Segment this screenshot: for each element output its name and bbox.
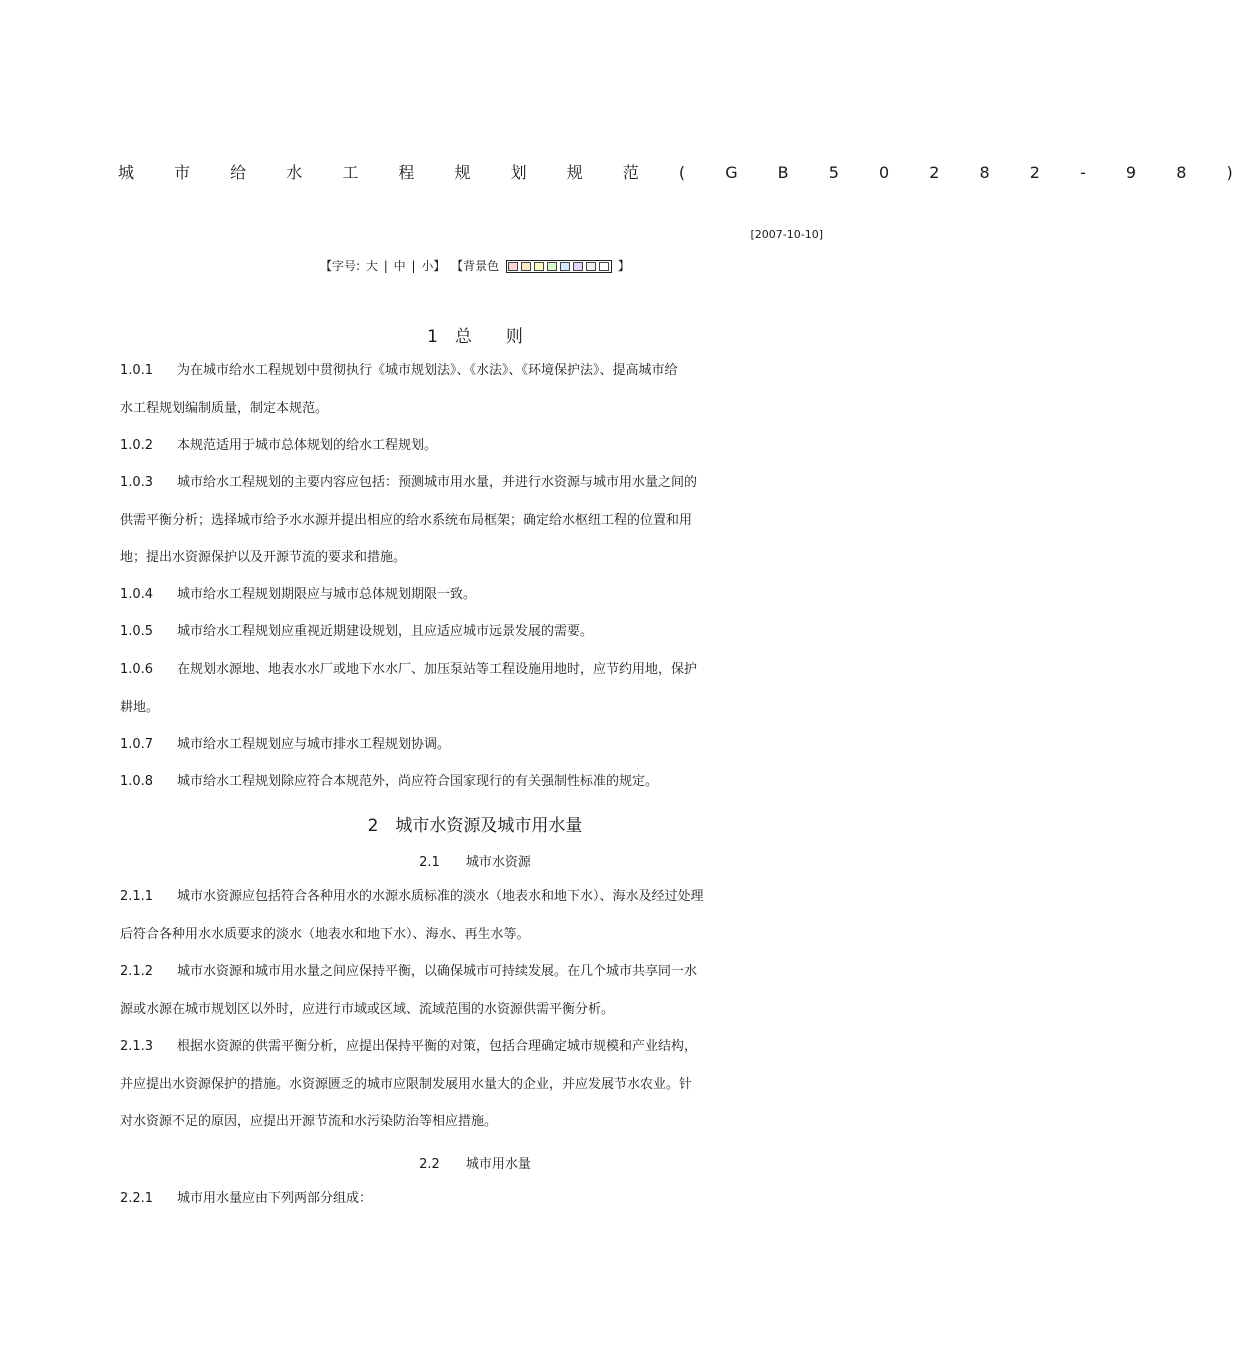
clause-text: 城市给水工程规划除应符合本规范外，尚应符合国家现行的有关强制性标准的规定。: [177, 774, 659, 789]
clause-text: 城市水资源应包括符合各种用水的水源水质标准的淡水（地表水和地下水）、海水及经过处理: [177, 889, 704, 904]
font-size-label: 【字号:: [320, 259, 361, 273]
clause-1-0-8: [120, 763, 760, 801]
clause-number: 2.2.1: [120, 1191, 154, 1206]
clause-1-0-1: [120, 352, 760, 427]
clause-number: 1.0.7: [120, 737, 154, 752]
background-color-swatch[interactable]: [586, 262, 596, 271]
publish-date: [2007-10-10]: [750, 228, 823, 241]
clause-number: 1.0.5: [120, 624, 154, 639]
clause-2-1-1: [120, 878, 760, 953]
clause-1-0-2: [120, 427, 760, 465]
clause-text: 根据水资源的供需平衡分析，应提出保持平衡的对策，包括合理确定城市规模和产业结构，: [177, 1039, 698, 1054]
clause-text: 地；提出水资源保护以及开源节流的要求和措施。: [120, 550, 407, 565]
clause-number: 2.1.3: [120, 1039, 154, 1054]
clause-1-0-7: [120, 726, 760, 764]
clause-text: 城市给水工程规划应重视近期建设规划，且应适应城市远景发展的需要。: [177, 624, 594, 639]
clause-1-0-6: [120, 651, 760, 726]
clause-number: 1.0.6: [120, 662, 154, 677]
background-color-swatch[interactable]: [508, 262, 518, 271]
clause-text: 本规范适用于城市总体规划的给水工程规划。: [177, 438, 438, 453]
clause-text: 对水资源不足的原因，应提出开源节流和水污染防治等相应措施。: [120, 1114, 498, 1129]
font-size-medium-link[interactable]: 中: [393, 259, 406, 273]
background-color-swatch[interactable]: [560, 262, 570, 271]
clause-number: 1.0.1: [120, 363, 154, 378]
clause-1-0-4: [120, 576, 760, 614]
clause-text: 城市用水量应由下列两部分组成：: [177, 1191, 373, 1206]
clause-number: 1.0.3: [120, 475, 154, 490]
section-1-heading: 1 总 则: [427, 327, 523, 347]
background-color-swatch[interactable]: [547, 262, 557, 271]
clause-2-1-2: [120, 953, 760, 1028]
background-color-swatches: [506, 260, 612, 273]
section-2-2-heading: 2.2 城市用水量: [419, 1157, 531, 1172]
clause-text: 耕地。: [120, 699, 160, 715]
clause-number: 1.0.2: [120, 438, 154, 453]
font-size-large-link[interactable]: 大: [365, 259, 378, 273]
document-title: 城 市 给 水 工 程 规 划 规 范 ( G B 5 0 2 8 2 - 9 8 ): [118, 163, 1250, 182]
clause-2-1-3: [120, 1028, 760, 1141]
clause-text: 城市给水工程规划应与城市排水工程规划协调。: [177, 737, 451, 752]
clause-text: 并应提出水资源保护的措施。水资源匮乏的城市应限制发展用水量大的企业，并应发展节水农业。针: [120, 1076, 693, 1092]
background-color-swatch[interactable]: [573, 262, 583, 271]
clause-number: 1.0.8: [120, 774, 154, 789]
clause-text: 供需平衡分析；选择城市给予水水源并提出相应的给水系统布局框架；确定给水枢纽工程的位置和用: [120, 512, 693, 528]
clause-number: 2.1.1: [120, 889, 154, 904]
clause-text: 为在城市给水工程规划中贯彻执行《城市规划法》、《水法》、《环境保护法》、提高城市给: [177, 363, 678, 378]
clause-2-2-1: [120, 1180, 760, 1218]
section-2-heading: 2 城市水资源及城市用水量: [367, 816, 583, 836]
clause-text: 城市水资源和城市用水量之间应保持平衡，以确保城市可持续发展。在几个城市共享同一水: [177, 964, 698, 979]
font-size-toolbar: [320, 257, 632, 274]
background-color-label: 【背景色: [451, 259, 500, 273]
clause-text: 城市给水工程规划的主要内容应包括：预测城市用水量，并进行水资源与城市用水量之间的: [177, 475, 698, 490]
clause-number: 1.0.4: [120, 587, 154, 602]
separator: |: [383, 259, 388, 273]
clause-text: 后符合各种用水水质要求的淡水（地表水和地下水）、海水、再生水等。: [120, 926, 530, 942]
separator: |: [411, 259, 416, 273]
section-2-1-heading: 2.1 城市水资源: [419, 855, 531, 870]
background-color-swatch[interactable]: [599, 262, 609, 271]
clause-1-0-5: [120, 613, 760, 651]
background-color-swatch[interactable]: [521, 262, 531, 271]
clause-text: 在规划水源地、地表水水厂或地下水水厂、加压泵站等工程设施用地时，应节约用地，保护: [177, 662, 698, 677]
clause-number: 2.1.2: [120, 964, 154, 979]
clause-text: 水工程规划编制质量，制定本规范。: [120, 400, 329, 416]
background-color-swatch[interactable]: [534, 262, 544, 271]
background-color-close: 】: [617, 259, 630, 273]
clause-text: 城市给水工程规划期限应与城市总体规划期限一致。: [177, 587, 477, 602]
font-size-small-link[interactable]: 小】: [421, 259, 446, 273]
clause-1-0-3: [120, 464, 760, 577]
clause-text: 源或水源在城市规划区以外时，应进行市域或区域、流域范围的水资源供需平衡分析。: [120, 1001, 615, 1017]
